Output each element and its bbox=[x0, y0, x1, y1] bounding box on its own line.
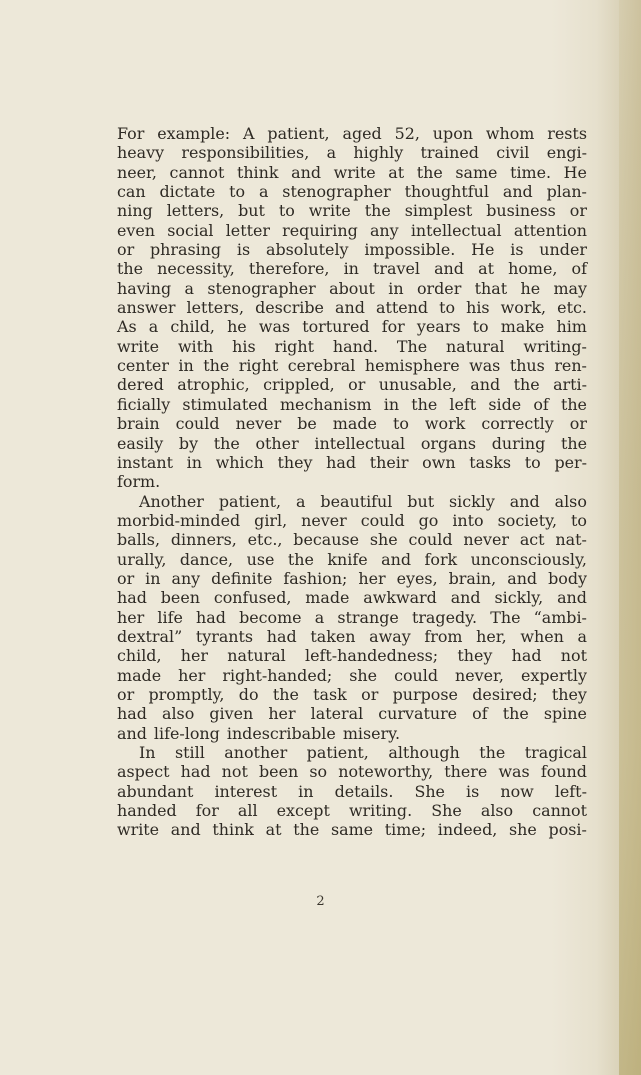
text-line: form. bbox=[117, 472, 161, 492]
text-line: brain could never be made to work correctly or bbox=[117, 414, 587, 434]
page-edge-discoloration bbox=[619, 0, 641, 1075]
text-line: made her right-handed; she could never, expertly bbox=[117, 665, 587, 685]
text-line: neer, cannot think and write at the same time. He bbox=[117, 162, 587, 182]
text-line: heavy responsibilities, a highly trained civil engi- bbox=[117, 143, 587, 163]
body-text bbox=[117, 124, 587, 840]
text-line: the necessity, therefore, in travel and at home, of bbox=[117, 259, 587, 279]
text-line: morbid-minded girl, never could go into society, to bbox=[117, 510, 587, 530]
text-line: For example: A patient, aged 52, upon whom rests bbox=[117, 124, 587, 143]
text-line: dered atrophic, crippled, or unusable, and the arti- bbox=[117, 375, 587, 395]
text-line: ficially stimulated mechanism in the left side of the bbox=[117, 394, 587, 414]
text-line: had been confused, made awkward and sickly, and bbox=[117, 588, 587, 608]
text-line: center in the right cerebral hemisphere was thus ren- bbox=[117, 356, 587, 376]
text-line: having a stenographer about in order that he may bbox=[117, 278, 587, 298]
text-line: handed for all except writing. She also cannot bbox=[117, 801, 587, 821]
text-line: or phrasing is absolutely impossible. He is under bbox=[117, 240, 587, 260]
text-line: As a child, he was tortured for years to make him bbox=[117, 317, 587, 337]
text-line: In still another patient, although the tragical bbox=[139, 743, 587, 762]
page-number: 2 bbox=[316, 894, 325, 909]
text-line: and life-long indescribable misery. bbox=[117, 723, 401, 743]
text-line: answer letters, describe and attend to his work, etc. bbox=[117, 298, 587, 318]
text-line: Another patient, a beautiful but sickly and also bbox=[139, 491, 587, 511]
text-line: dextral” tyrants had taken away from her, when a bbox=[117, 626, 587, 646]
text-line: had also given her lateral curvature of the spine bbox=[117, 704, 587, 724]
text-line: write and think at the same time; indeed, she posi- bbox=[117, 820, 587, 840]
text-line: or promptly, do the task or purpose desired; they bbox=[117, 684, 587, 704]
text-line: write with his right hand. The natural writing- bbox=[117, 336, 587, 356]
text-line: or in any definite fashion; her eyes, brain, and body bbox=[117, 568, 587, 588]
text-line: easily by the other intellectual organs during the bbox=[117, 433, 587, 453]
text-line: her life had become a strange tragedy. The “ambi- bbox=[117, 607, 587, 627]
text-line: aspect had not been so noteworthy, there was found bbox=[117, 762, 587, 782]
text-line: urally, dance, use the knife and fork unconsciously, bbox=[117, 549, 587, 569]
text-line: abundant interest in details. She is now left- bbox=[117, 781, 587, 801]
text-line: can dictate to a stenographer thoughtful and plan- bbox=[117, 182, 587, 202]
text-line: ning letters, but to write the simplest business or bbox=[117, 201, 587, 221]
text-line: child, her natural left-handedness; they had not bbox=[117, 646, 587, 666]
text-line: even social letter requiring any intellectual attention bbox=[117, 220, 587, 240]
text-line: balls, dinners, etc., because she could never act nat- bbox=[117, 530, 587, 550]
text-line: instant in which they had their own tasks to per- bbox=[117, 452, 587, 472]
